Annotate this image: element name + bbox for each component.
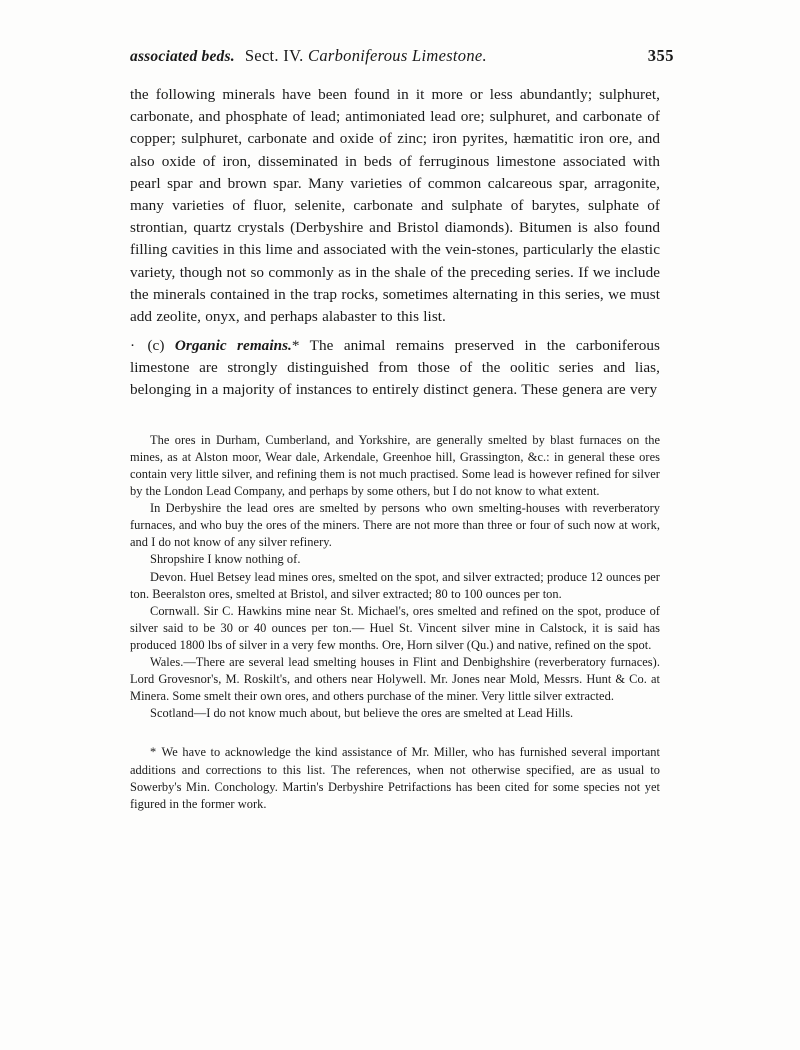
page-number: 355 — [647, 46, 674, 65]
paragraph-minerals: the following minerals have been found in it more or less abundantly; sulphuret, carbonate, and phosphate of lead; antimoniated lead ore; sulphuret, and carbonate of copper; sulphuret, carbonate and oxide of zinc; iron pyrites, hæmatitic iron ore, and also oxide of iron, disseminated in beds of ferruginous limestone associated with pearl spar and brown spar. Many varieties of common calcareous spar, arragonite, many varieties of fluor, selenite, carbonate and sulphate of barytes, sulphate of strontian, quartz crystals (Derbyshire and Bristol diamonds). Bitumen is also found filling cavities in this lime and associated with the vein-stones, particularly the elastic variety, though not so commonly as in the shale of the preceding series. If we include the minerals contained in the trap rocks, sometimes alternating in this series, we must add zeolite, onyx, and perhaps alabaster to this list. — [130, 86, 660, 325]
running-head-catchword: associated beds. — [130, 48, 235, 65]
page-content — [130, 46, 674, 813]
footnote-star-marker: * — [150, 745, 158, 760]
paragraph-organic-remains — [130, 335, 660, 402]
organic-lead-mark: · — [130, 337, 138, 355]
organic-body: The animal remains preserved in the carboniferous limestone are strongly distinguished from those of the oolitic series and lias, belonging in a majority of instances to entirely distinct genera. These genera are very — [130, 337, 661, 399]
organic-label-title: Organic remains. — [174, 337, 292, 355]
running-head-section-number: Sect. IV. — [244, 46, 304, 65]
footnote-item: In Derbyshire the lead ores are smelted by persons who own smelting-houses with reverberatory furnaces, and who buy the ores of the miners. There are not more than three or four of such now at work, and I do not know of any silver refinery. — [130, 501, 660, 550]
footnote-item: Cornwall. Sir C. Hawkins mine near St. Michael's, ores smelted and refined on the spot, produce of silver said to be 30 or 40 ounces per ton.— Huel St. Vincent silver mine in Calstock, it is said has produced 1800 lbs of silver in a very few months. Ore, Horn silver (Qu.) and native, refined on the spot. — [130, 603, 660, 652]
footnote-block — [130, 432, 660, 813]
footnote-item: Scotland—I do not know much about, but believe the ores are smelted at Lead Hills. — [150, 706, 574, 721]
footnote-item: Devon. Huel Betsey lead mines ores, smelted on the spot, and silver extracted; produce 12 ounces per ton. Beeralston ores, smelted at Bristol, and silver extracted; 80 to 100 ounces per ton. — [130, 569, 660, 601]
footnote-item: Wales.—There are several lead smelting houses in Flint and Denbighshire (reverberatory furnaces). Lord Grovesnor's, M. Roskilt's, and others near Holywell. Mr. Jones near Mold, Messrs. Hunt & Co. at Minera. Some smelt their own ores, and others purchase of the miner. Very little silver extracted. — [130, 655, 660, 704]
running-head — [130, 46, 674, 66]
footnote-star-text: We have to acknowledge the kind assistance of Mr. Miller, who has furnished several important additions and corrections to this list. The references, when not otherwise specified, are as usual to Sowerby's Min. Conchology. Martin's Derbyshire Petrifactions has been cited for some species not yet figured in the former work. — [130, 745, 660, 811]
footnote-item: Shropshire I know nothing of. — [150, 552, 301, 567]
footnote-item: The ores in Durham, Cumberland, and Yorkshire, are generally smelted by blast furnaces on the mines, as at Alston moor, Wear dale, Arkendale, Greenhoe hill, Grassington, &c.: in general these ores contain very little silver, and refining them is not much practised. Some lead is however refined for silver by the London Lead Company, and perhaps by some others, but I do not know to what extent. — [130, 432, 660, 498]
organic-footnote-marker: * — [291, 337, 300, 355]
running-head-section — [245, 46, 487, 66]
running-head-section-title: Carboniferous Limestone. — [308, 46, 487, 65]
footnote-star-note — [130, 744, 660, 812]
body-text — [130, 84, 660, 402]
organic-label-letter: (c) — [147, 337, 165, 355]
